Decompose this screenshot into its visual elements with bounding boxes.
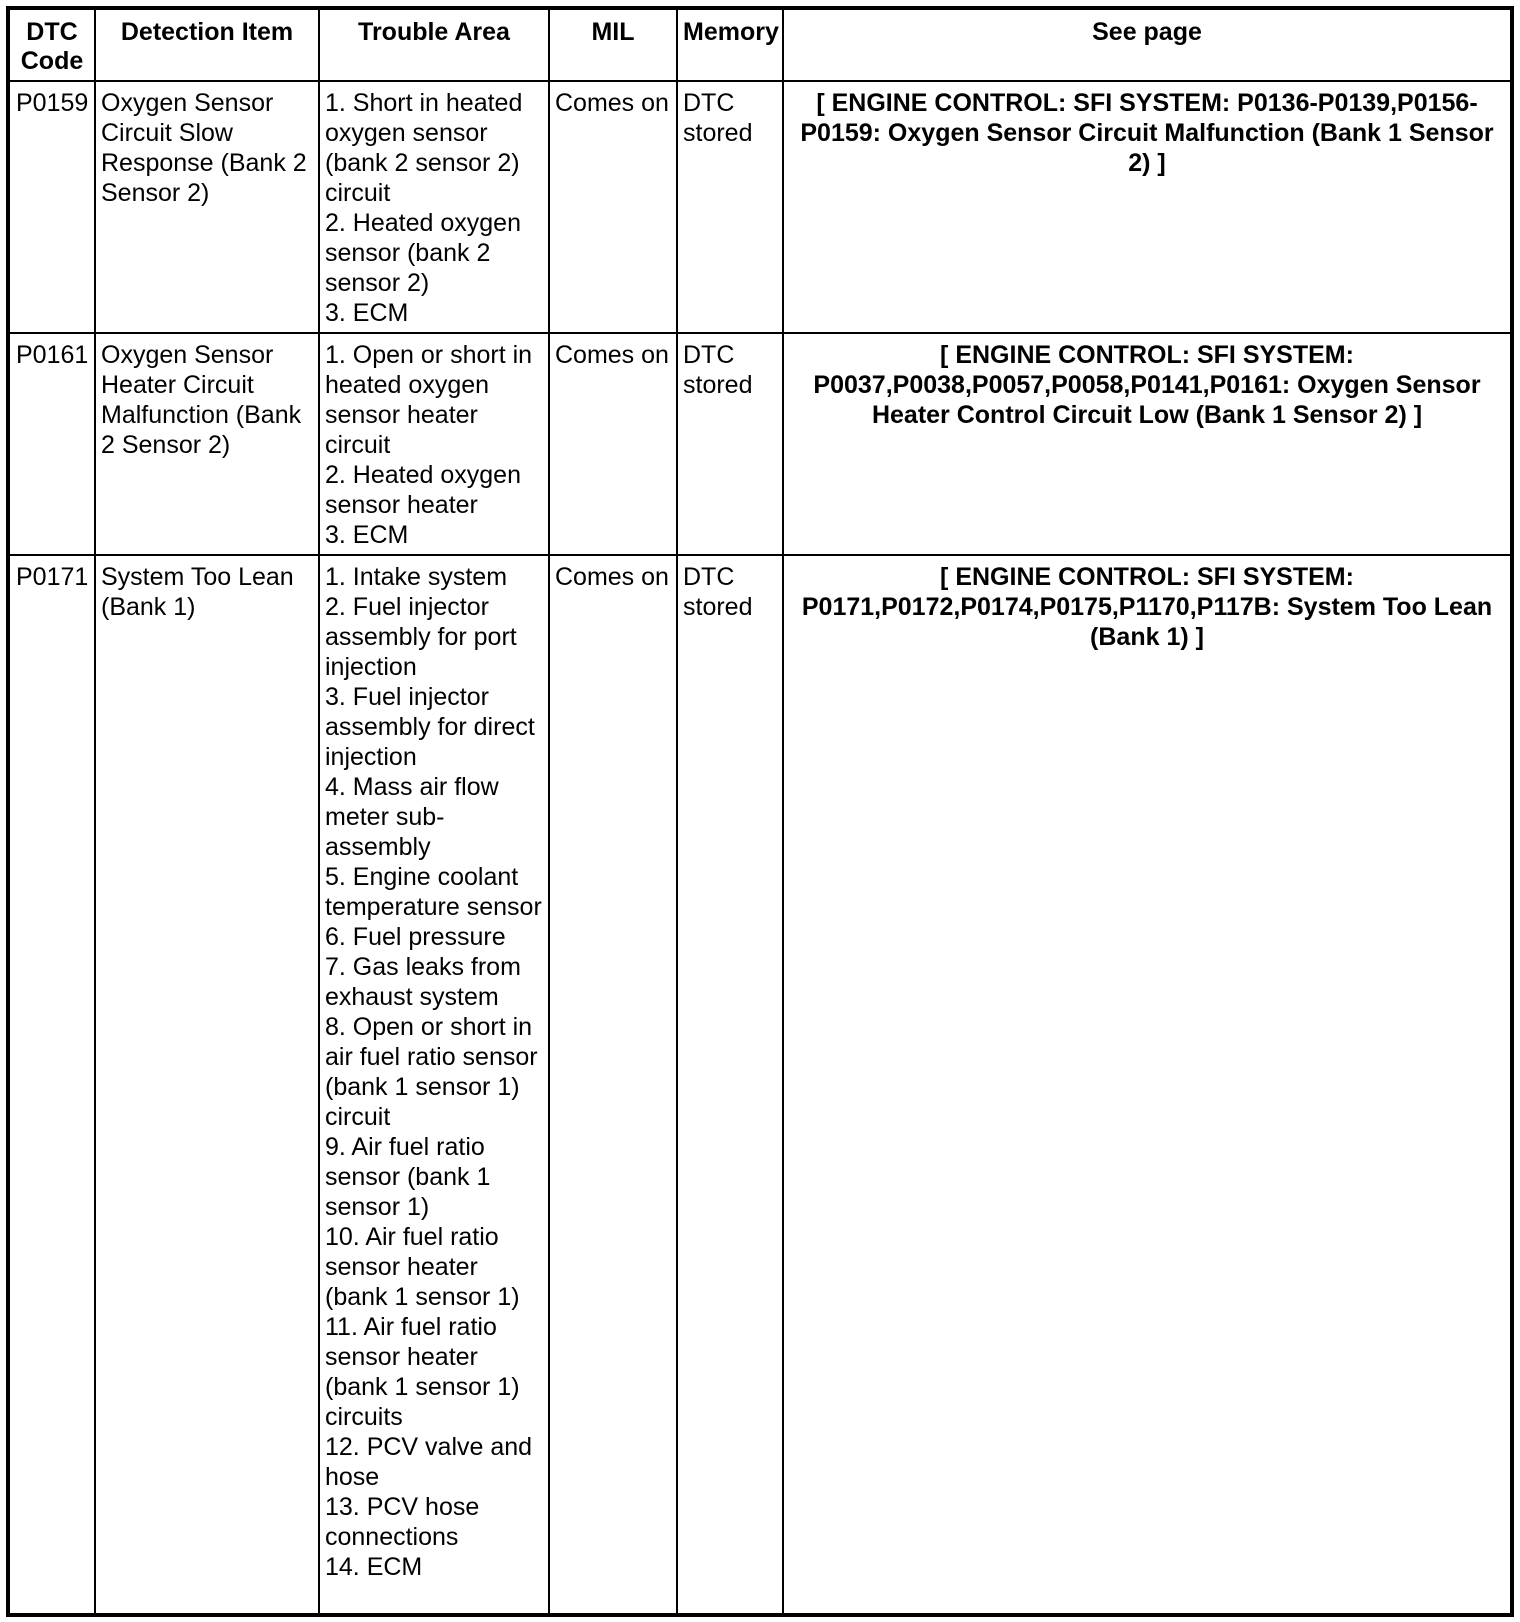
trouble-area-item: 3. ECM	[325, 299, 409, 327]
trouble-area-item: 1. Open or short in heated oxygen sensor heater circuit	[325, 341, 533, 459]
dtc-code-cell: P0159	[8, 81, 95, 333]
trouble-area-item: 9. Air fuel ratio sensor (bank 1 sensor 1)	[325, 1133, 491, 1221]
trouble-area-item: 2. Fuel injector assembly for port injection	[325, 593, 517, 681]
table-row	[8, 555, 1512, 1615]
see-page-link[interactable]: [ ENGINE CONTROL: SFI SYSTEM: P0136-P0139,P0156-P0159: Oxygen Sensor Circuit Malfunction (Bank 1 Sensor 2) ]	[783, 81, 1512, 333]
trouble-area-item: 13. PCV hose connections	[325, 1493, 480, 1551]
trouble-area-cell	[319, 555, 549, 1615]
header-mil: MIL	[549, 8, 677, 81]
table-row	[8, 333, 1512, 555]
memory-cell: DTC stored	[677, 333, 783, 555]
detection-item-cell: System Too Lean (Bank 1)	[95, 555, 319, 1615]
header-see-page: See page	[783, 8, 1512, 81]
trouble-area-item: 12. PCV valve and hose	[325, 1433, 533, 1491]
trouble-area-item: 3. ECM	[325, 521, 409, 549]
header-memory: Memory	[677, 8, 783, 81]
trouble-area-item: 7. Gas leaks from exhaust system	[325, 953, 521, 1011]
trouble-area-item: 1. Intake system	[325, 563, 508, 591]
trouble-area-cell	[319, 333, 549, 555]
header-row	[8, 8, 1512, 81]
header-trouble-area: Trouble Area	[319, 8, 549, 81]
trouble-area-item: 6. Fuel pressure	[325, 923, 506, 951]
trouble-area-item: 5. Engine coolant temperature sensor	[325, 863, 542, 921]
trouble-area-item: 3. Fuel injector assembly for direct injection	[325, 683, 535, 771]
dtc-table	[6, 6, 1514, 1617]
trouble-area-item: 2. Heated oxygen sensor heater	[325, 461, 521, 519]
mil-cell: Comes on	[549, 81, 677, 333]
detection-item-cell: Oxygen Sensor Heater Circuit Malfunction (Bank 2 Sensor 2)	[95, 333, 319, 555]
dtc-code-cell: P0161	[8, 333, 95, 555]
header-dtc-code: DTC Code	[8, 8, 95, 81]
memory-cell: DTC stored	[677, 81, 783, 333]
trouble-area-item: 8. Open or short in air fuel ratio sensor (bank 1 sensor 1) circuit	[325, 1013, 538, 1131]
trouble-area-item: 1. Short in heated oxygen sensor (bank 2 sensor 2) circuit	[325, 89, 523, 207]
detection-item-cell: Oxygen Sensor Circuit Slow Response (Bank 2 Sensor 2)	[95, 81, 319, 333]
trouble-area-item: 10. Air fuel ratio sensor heater (bank 1 sensor 1)	[325, 1223, 520, 1311]
trouble-area-cell	[319, 81, 549, 333]
see-page-link[interactable]: [ ENGINE CONTROL: SFI SYSTEM: P0037,P0038,P0057,P0058,P0141,P0161: Oxygen Sensor Heater Control Circuit Low (Bank 1 Sensor 2) ]	[783, 333, 1512, 555]
trouble-area-item: 11. Air fuel ratio sensor heater (bank 1 sensor 1) circuits	[325, 1313, 520, 1431]
trouble-area-item: 14. ECM	[325, 1553, 423, 1581]
table-row	[8, 81, 1512, 333]
memory-cell: DTC stored	[677, 555, 783, 1615]
see-page-link[interactable]: [ ENGINE CONTROL: SFI SYSTEM: P0171,P0172,P0174,P0175,P1170,P117B: System Too Lean (Bank 1) ]	[783, 555, 1512, 1615]
mil-cell: Comes on	[549, 555, 677, 1615]
mil-cell: Comes on	[549, 333, 677, 555]
dtc-code-cell: P0171	[8, 555, 95, 1615]
trouble-area-item: 2. Heated oxygen sensor (bank 2 sensor 2)	[325, 209, 521, 297]
header-detection-item: Detection Item	[95, 8, 319, 81]
trouble-area-item: 4. Mass air flow meter sub-assembly	[325, 773, 499, 861]
